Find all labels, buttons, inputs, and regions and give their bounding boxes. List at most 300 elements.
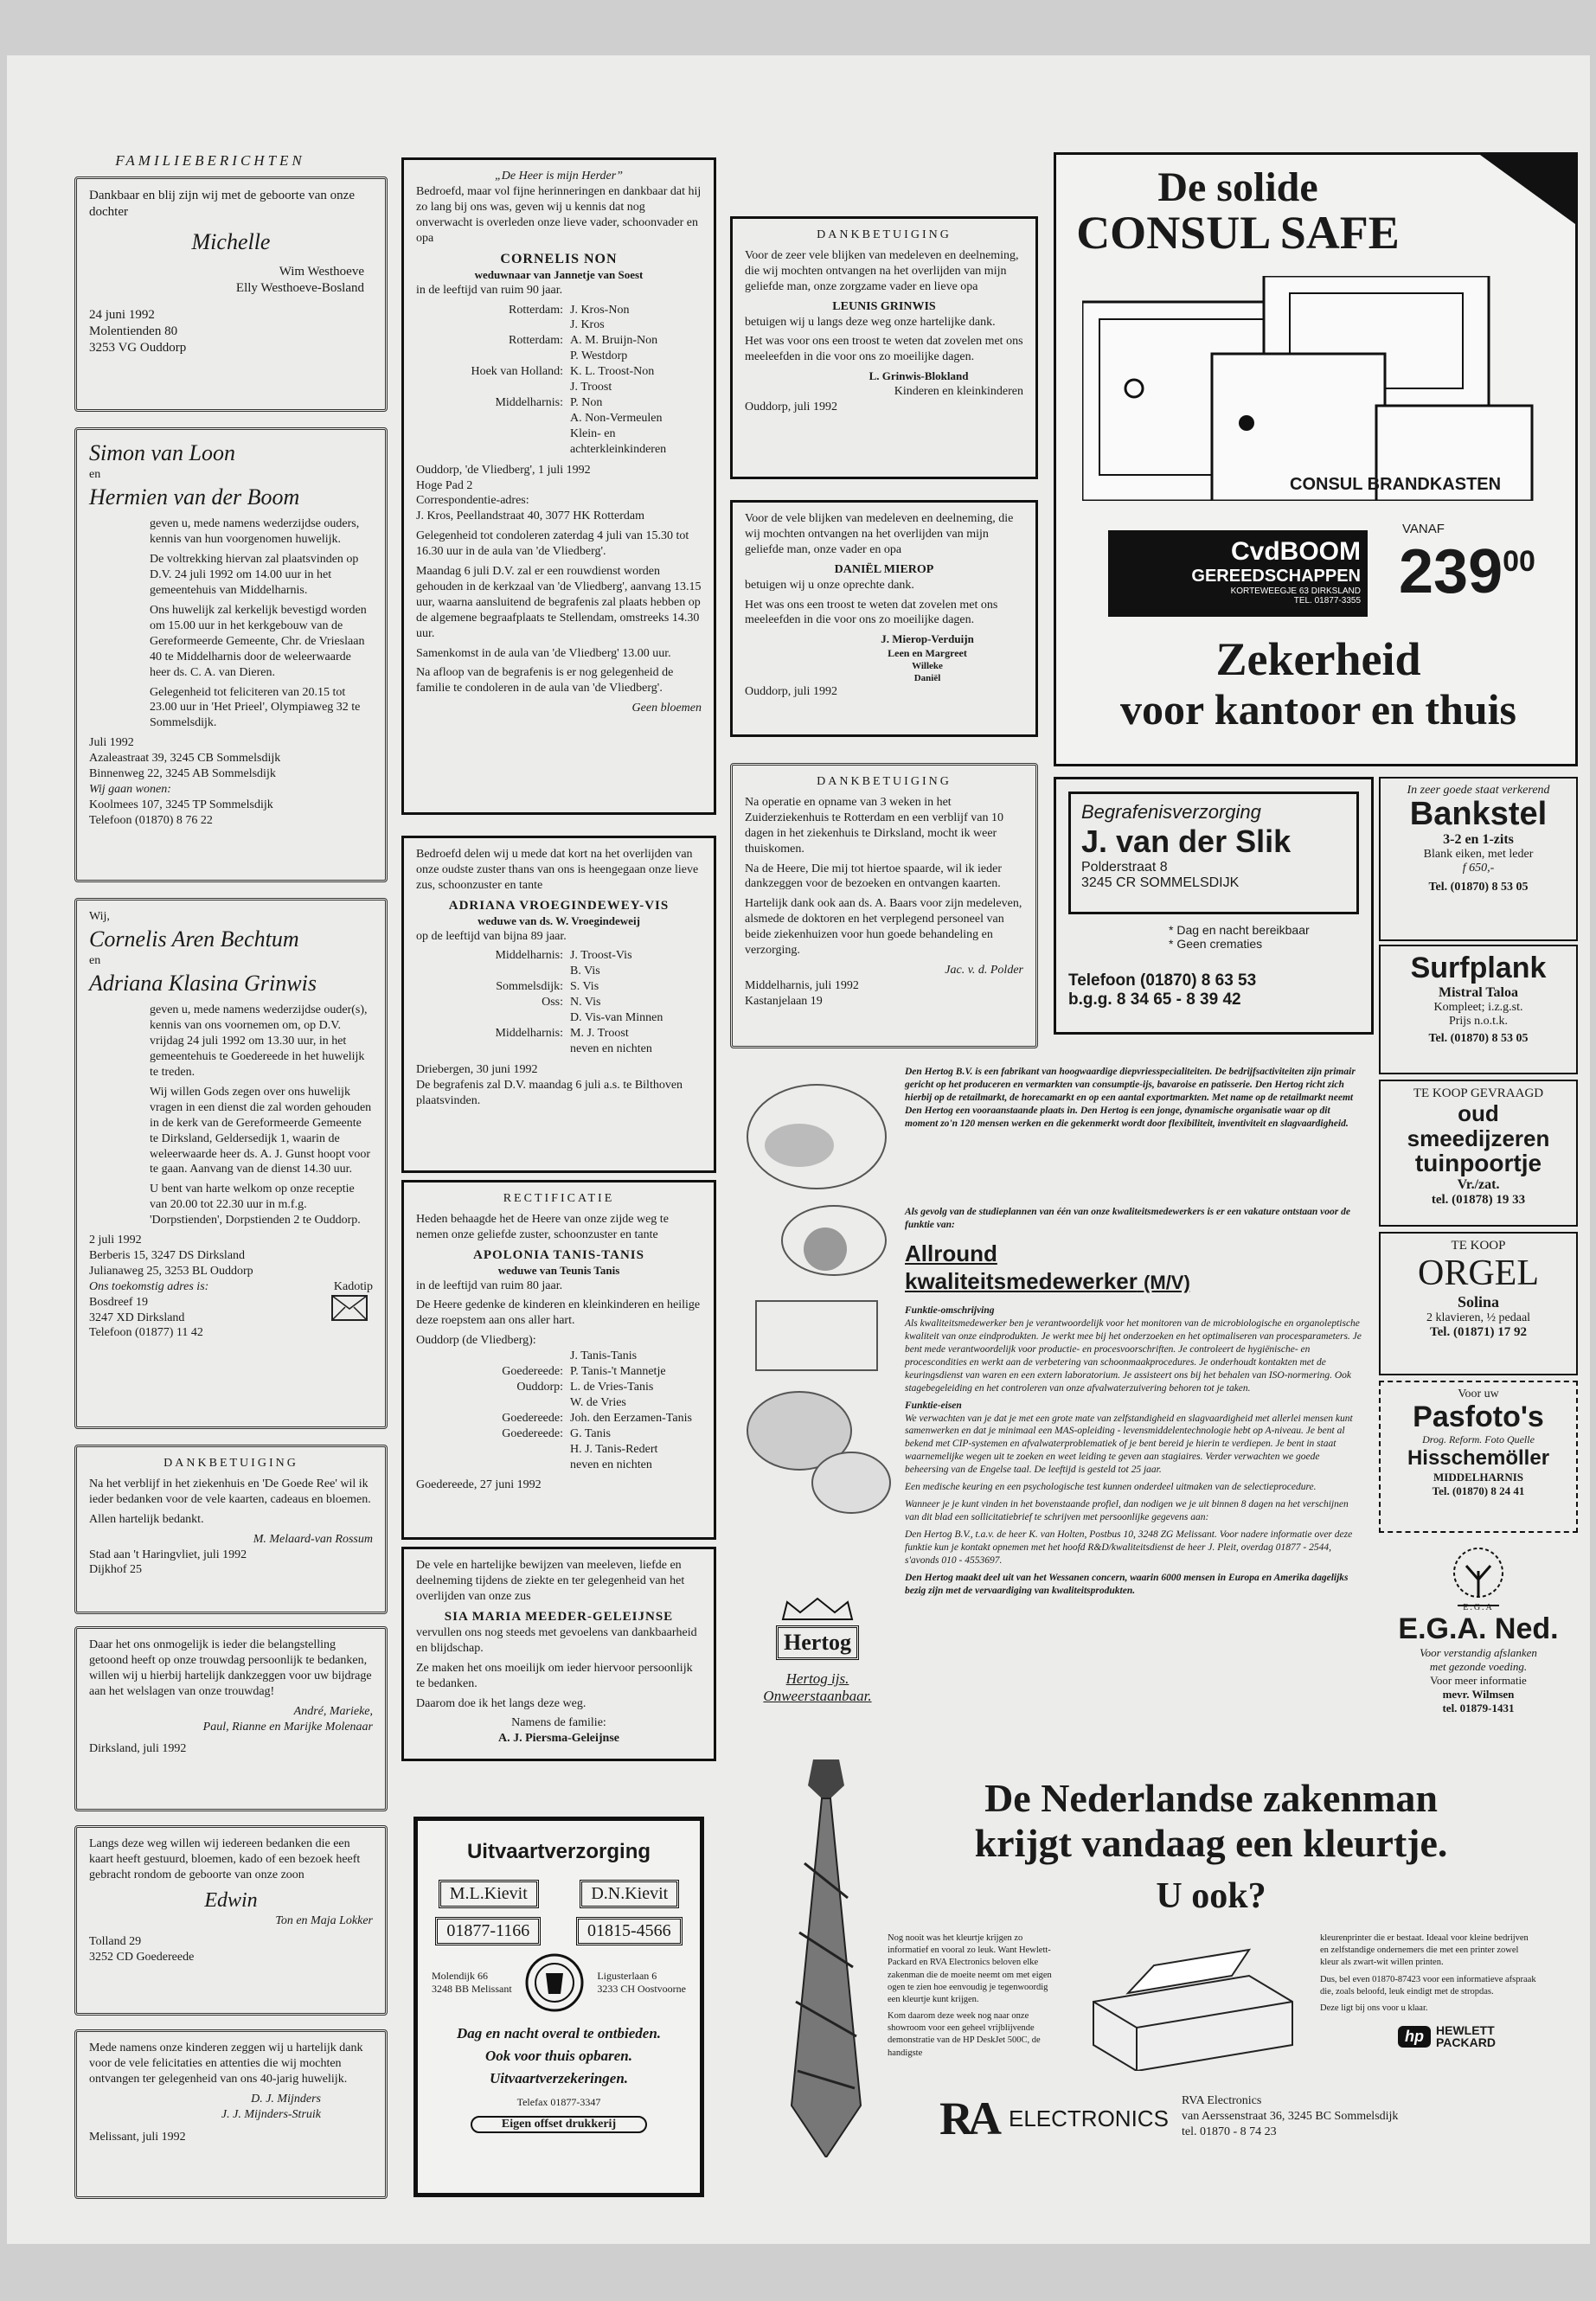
surf-sub: Mistral Taloa xyxy=(1438,985,1518,1000)
future-label: Wij gaan wonen: xyxy=(89,782,171,796)
family-place: Middelharnis: xyxy=(495,1026,563,1040)
thanks-sign-4: Daniël xyxy=(913,673,941,684)
bankstel-price: f 650,- xyxy=(1462,861,1495,875)
thanks-polder xyxy=(730,763,1038,1048)
rva-hp-ad xyxy=(735,1759,1540,2164)
thanks-sign-1: L. Grinwis-Blokland xyxy=(869,369,969,383)
envelope-icon xyxy=(331,1295,368,1321)
wedding-notice-bechtum xyxy=(74,898,388,1429)
thanks-place: Dirksland, juli 1992 xyxy=(89,1742,187,1756)
surfplank-ad xyxy=(1379,945,1578,1074)
hp-mark-icon: hp xyxy=(1398,2026,1431,2048)
thanks-text-3: Het was voor ons een troost te weten dat zovelen met ons meeleefden in die voor ons zo moeilijke dagen. xyxy=(745,335,1023,364)
groom-name: Simon van Loon xyxy=(89,440,235,465)
thanks-title: DANKBETUIGING xyxy=(817,228,952,241)
child-name: Edwin xyxy=(204,1888,258,1912)
obit-para-3: Samenkomst in de aula van 'de Vliedberg' 13.00 uur. xyxy=(416,646,671,660)
cvdboom-logo xyxy=(1108,530,1368,617)
family-row xyxy=(416,317,702,333)
orgel-ad xyxy=(1379,1232,1578,1375)
family-member: P. Tanis-'t Mannetje xyxy=(570,1365,666,1379)
den-hertog-job-ad xyxy=(735,1059,1372,1751)
hertog-p3: Een medische keuring en een psychologische test kunnen onderdeel uitmaken van de selectieprocedure. xyxy=(905,1482,1317,1493)
surf-desc: Kompleet; i.z.g.st. xyxy=(1433,1001,1523,1014)
thanks-text: Langs deze weg willen wij iedereen bedanken die een kaart heeft gestuurd, bloemen, kado of een bezoek heeft gebracht rondom de geboorte van onze zoon xyxy=(89,1837,361,1881)
family-member: A. Non-Vermeulen xyxy=(570,411,663,425)
obit-name: ADRIANA VROEGINDEWEY-VIS xyxy=(448,898,670,913)
hp-name-2: PACKARD xyxy=(1436,2035,1496,2049)
price-main: 239 xyxy=(1399,537,1503,606)
wedding-addr-2: Binnenweg 22, 3245 AB Sommelsdijk xyxy=(89,767,276,781)
orgel-head: TE KOOP xyxy=(1451,1239,1506,1253)
addr-1a: Molendijk 66 xyxy=(432,1970,488,1982)
family-row xyxy=(416,395,702,411)
family-row xyxy=(416,1395,702,1411)
family-row xyxy=(416,442,702,458)
family-row xyxy=(416,1364,702,1380)
obit-age: in de leeftijd van ruim 90 jaar. xyxy=(416,283,563,297)
rva-tel: tel. 01870 - 8 74 23 xyxy=(1182,2125,1277,2139)
birth-date: 24 juni 1992 xyxy=(89,308,155,323)
addr-2b: 3233 CH Oostvoorne xyxy=(597,1983,686,1995)
family-row xyxy=(416,1442,702,1458)
tuinpoort-title-2: tuinpoortje xyxy=(1414,1150,1542,1177)
bride-name: Adriana Klasina Grinwis xyxy=(89,971,317,997)
obit-quote: „De Heer is mijn Herder” xyxy=(494,170,624,183)
wedding-para-2: De voltrekking hiervan zal plaatsvinden op D.V. 24 juli 1992 om 14.00 uur in het gemeentehuis van Middelharnis. xyxy=(150,553,359,598)
family-row xyxy=(416,1458,702,1473)
family-row xyxy=(416,1010,702,1026)
thanks-text-2: betuigen wij u langs deze weg onze hartelijke dank. xyxy=(745,315,996,329)
uitvaart-kievit-ad xyxy=(413,1817,704,2197)
family-member: A. M. Bruijn-Non xyxy=(570,334,658,348)
pasfoto-title: Pasfoto's xyxy=(1413,1400,1544,1433)
ega-tel: tel. 01879-1431 xyxy=(1442,1702,1515,1715)
family-row xyxy=(416,1411,702,1426)
birth-addr-2: 3253 VG Ouddorp xyxy=(89,341,187,356)
tel-2: 01815-4566 xyxy=(576,1917,683,1945)
family-member: achterkleinkinderen xyxy=(570,442,667,456)
family-row xyxy=(416,1349,702,1364)
tagline-2: voor kantoor en thuis xyxy=(1120,685,1516,734)
obit-no-flowers: Geen bloemen xyxy=(631,702,702,715)
family-row xyxy=(416,411,702,426)
kadotip-label: Kadotip xyxy=(333,1279,373,1293)
hertog-sign-1: Hertog ijs. xyxy=(785,1670,849,1687)
wedding-addr-1: Azaleastraat 39, 3245 CB Sommelsdijk xyxy=(89,752,281,766)
thanks-mierop xyxy=(730,500,1038,737)
rva-p1: Nog nooit was het kleurtje krijgen zo informatief en vooral zo leuk. Want Hewlett-Packard en RVA Electronics beloven elke zakenman die de moeite neemt om met eigen ogen te zien hoe eenvoudig je tegenwoordig een kleurtje kunt krijgen. xyxy=(888,1933,1052,2004)
logo-line-4: TEL. 01877-3355 xyxy=(1293,596,1361,606)
thanks-addr-1: Tolland 29 xyxy=(89,1935,142,1949)
hertog-sign-2: Onweerstaanbaar. xyxy=(763,1688,872,1704)
logo-line-2: GEREEDSCHAPPEN xyxy=(1191,567,1361,586)
rect-title: RECTIFICATIE xyxy=(503,1192,615,1205)
family-member: neven en nichten xyxy=(570,1458,652,1471)
ega-title: E.G.A. Ned. xyxy=(1398,1612,1559,1645)
thanks-fam: A. J. Piersma-Geleijnse xyxy=(498,1732,619,1746)
bankstel-tel: Tel. (01870) 8 53 05 xyxy=(1428,880,1529,894)
bankstel-pre: In zeer goede staat verkerend xyxy=(1407,784,1550,797)
slik-phone-alt: b.g.g. 8 34 65 - 8 39 42 xyxy=(1068,990,1241,1009)
family-row xyxy=(416,349,702,364)
tuinpoort-ad xyxy=(1379,1080,1578,1227)
slik-name: J. van der Slik xyxy=(1081,824,1292,859)
future-addr-1: Bosdreef 19 xyxy=(89,1295,149,1309)
ad-title: Uitvaartverzorging xyxy=(466,1840,651,1863)
section-title: FAMILIEBERICHTEN xyxy=(115,152,305,169)
thanks-addr-2: Dijkhof 25 xyxy=(89,1563,143,1577)
slik-addr-1: Polderstraat 8 xyxy=(1081,860,1168,875)
birth-addr-1: Molentienden 80 xyxy=(89,324,178,339)
obituary-vroegindewey xyxy=(401,836,716,1173)
wedding-para-3: Ons huwelijk zal kerkelijk bevestigd worden om 15.00 uur in het kerkgebouw van de Gereformeerde Gemeente, Chr. de Vrieslaan 40 te Middelharnis door de weleerwaarde heer ds. C. A. van Dieren. xyxy=(150,603,367,679)
tuinpoort-tel: tel. (01878) 19 33 xyxy=(1431,1192,1526,1207)
hertog-p6: Den Hertog maakt deel uit van het Wessanen concern, waarin 6000 mensen in Europa en Amerika dagelijks bezig zijn met de vervaardiging van kwaliteitsprodukten. xyxy=(905,1572,1349,1596)
thanks-sign-2: J. J. Mijnders-Struik xyxy=(221,2107,321,2121)
thanks-mijnders xyxy=(74,2029,388,2199)
thanks-sign-2: Leen en Margreet xyxy=(888,646,967,659)
family-place: Middelharnis: xyxy=(495,949,563,963)
slik-bullet-1: * Dag en nacht bereikbaar xyxy=(1169,923,1310,937)
obit-para-1: Gelegenheid tot condoleren zaterdag 4 juli van 15.30 tot 16.30 uur in de aula van 'de Vliedberg'. xyxy=(416,529,689,559)
necktie-illustration xyxy=(787,1759,865,2157)
thanks-text: Na operatie en opname van 3 weken in het Zuiderziekenhuis te Rotterdam en een verblijf van 10 dagen in het ziekenhuis te Dirksland, mocht ik weer thuiskomen. xyxy=(745,795,1003,856)
family-row xyxy=(416,380,702,395)
parent-1: Wim Westhoeve xyxy=(279,264,364,279)
hertog-h2: Funktie-eisen xyxy=(905,1400,962,1411)
thanks-lokker xyxy=(74,1825,388,2016)
hp-name-1: HEWLETT xyxy=(1436,2023,1495,2037)
van-der-slik-ad xyxy=(1054,777,1374,1035)
printer-illustration xyxy=(1076,1941,1301,2071)
rect-widow: weduwe van Teunis Tanis xyxy=(497,1263,620,1277)
hertog-logo-block xyxy=(744,1595,891,1705)
consul-safe-ad xyxy=(1054,152,1578,766)
thanks-title: DANKBETUIGING xyxy=(817,775,952,788)
fax: Telefax 01877-3347 xyxy=(516,2096,601,2108)
birth-notice-michelle xyxy=(74,176,388,412)
rva-p2: Kom daarom deze week nog naar onze showroom voor een geheel vrijblijvende demonstratie van de HP DeskJet 500C, de handigste xyxy=(888,2011,1041,2058)
job-title-3: (M/V) xyxy=(1144,1272,1190,1293)
rect-age: in de leeftijd van ruim 80 jaar. xyxy=(416,1279,563,1292)
obit-widower: weduwnaar van Jannetje van Soest xyxy=(474,268,644,281)
thanks-text-3: Ze maken het ons moeilijk om ieder hiervoor persoonlijk te bedanken. xyxy=(416,1661,693,1690)
ega-more: Voor meer informatie xyxy=(1430,1674,1527,1687)
obit-age: op de leeftijd van bijna 89 jaar. xyxy=(416,929,567,943)
birth-parents xyxy=(89,264,373,297)
family-row xyxy=(416,948,702,964)
wedding-addr-2: Julianaweg 25, 3253 BL Ouddorp xyxy=(89,1264,253,1278)
pasfoto-tel: Tel. (01870) 8 24 41 xyxy=(1432,1484,1525,1498)
family-row xyxy=(416,1026,702,1042)
thanks-sign-1: J. Mierop-Verduijn xyxy=(881,632,974,646)
family-member: Klein- en xyxy=(570,426,616,440)
and-word: en xyxy=(89,468,101,482)
thanks-text-4: Daarom doe ik het langs deze weg. xyxy=(416,1696,586,1710)
family-row xyxy=(416,995,702,1010)
thanks-text: Voor de vele blijken van medeleven en deelneming, die wij mochten ontvangen na het overlijden van mijn geliefde man, onze vader en opa xyxy=(745,512,1014,556)
obit-widow: weduwe van ds. W. Vroegindeweij xyxy=(478,913,640,927)
thanks-place: Ouddorp, juli 1992 xyxy=(745,400,837,413)
bankstel-ad xyxy=(1379,777,1578,941)
thanks-meeder xyxy=(401,1547,716,1761)
thanks-sign-3: Willeke xyxy=(912,661,943,672)
future-addr-2: 3247 XD Dirksland xyxy=(89,1311,185,1324)
family-member: P. Westdorp xyxy=(570,349,628,363)
wedding-phone: Telefoon (01877) 11 42 xyxy=(89,1326,203,1340)
rect-place-0: Ouddorp (de Vliedberg): xyxy=(416,1334,536,1348)
thanks-text-2: Na de Heere, Die mij tot hiertoe spaarde, wil ik ieder dankzeggen voor de bezoeken en ontvangen kaarten. xyxy=(745,862,1002,891)
rect-family-list xyxy=(416,1349,702,1472)
obit-addr: Hoge Pad 2 xyxy=(416,478,473,492)
thanks-text: Mede namens onze kinderen zeggen wij u hartelijk dank voor de vele felicitaties en attenties die wij mochten ontvangen ter gelegenheid van ons 40-jarig huwelijk. xyxy=(89,2041,363,2086)
thanks-title: DANKBETUIGING xyxy=(163,1457,298,1470)
family-member: Joh. den Eerzamen-Tanis xyxy=(570,1411,692,1425)
rect-name: APOLONIA TANIS-TANIS xyxy=(473,1247,644,1262)
bankstel-title: Bankstel xyxy=(1409,796,1548,832)
ega-sub-1: Voor verstandig afslanken xyxy=(1420,1646,1537,1659)
family-member: M. J. Troost xyxy=(570,1026,629,1040)
ega-logo-text: E.G.A xyxy=(1463,1603,1494,1612)
bride-name: Hermien van der Boom xyxy=(89,484,300,510)
rva-logo xyxy=(939,2092,1169,2145)
thanks-parents: Ton en Maja Lokker xyxy=(275,1914,373,1928)
slik-addr-2: 3245 CR SOMMELSDIJK xyxy=(1081,875,1240,890)
orgel-sub: Solina xyxy=(1457,1293,1500,1311)
thanks-text: De vele en hartelijke bewijzen van meeleven, liefde en deelneming tijdens de ziekte en ter gelegenheid van het overlijden van onze zus xyxy=(416,1559,685,1603)
hertog-p1: Als kwaliteitsmedewerker ben je verantwoordelijk voor het monitoren van de microbiologische en organoleptische kwaliteit van onze eindprodukten. Je werkt mee bij het onderzoeken en het optimaliseren van procesparameters. Je bent mede verantwoordelijk voor productie- en procesvoorschriften. Je controleert de hygiënische- en procescondities en werkt aan de verbetering van schoonmaakprocedures. Je onderhoudt kontakten met de keuringsdienst van waren en een extern laboratorium. Je assisteert ons bij het behalen van ISO-normering. Ook stagebegeleiding en het controleren van onze afvalwaterzuivering behoren tot je taken. xyxy=(905,1317,1362,1394)
rect-text-2: De Heere gedenke de kinderen en kleinkinderen en heilige deze roepstem aan ons aller hart. xyxy=(416,1298,701,1328)
tel-1: 01877-1166 xyxy=(435,1917,541,1945)
tagline-1: Zekerheid xyxy=(1215,633,1421,685)
hertog-logo: Hertog xyxy=(776,1625,859,1660)
family-row xyxy=(416,1380,702,1395)
newspaper-page xyxy=(7,55,1590,2244)
crown-icon xyxy=(774,1595,861,1621)
family-place: Rotterdam: xyxy=(509,334,563,348)
birth-text: Dankbaar en blij zijn wij met de geboorte van onze dochter xyxy=(89,189,355,220)
wedding-date: 2 juli 1992 xyxy=(89,1234,142,1247)
hertog-intro: Den Hertog B.V. is een fabrikant van hoogwaardige diepvriesspecialiteiten. De bedrijfsactiviteiten zijn primair gericht op het produceren en vermarkten van consumptie-ijs, bavaroise en patisserie. Den Hertog richt zich hierbij op de retailmarkt, de horecamarkt en op een aantal exportmarkten. Met name op de retailmarkt neemt Den Hertog een vooraanstaande plaats in. Den Hertog is een jonge, dynamische organisatie waar op dit moment zo'n 120 mensen werken en die gekenmerkt wordt door flexibiliteit, inventiviteit en slagvaardigheid. xyxy=(905,1067,1356,1129)
orgel-tel: Tel. (01871) 17 92 xyxy=(1430,1325,1527,1340)
pasfoto-ad xyxy=(1379,1381,1578,1533)
thanks-addr-2: 3252 CD Goedereede xyxy=(89,1951,195,1965)
ega-sub-2: met gezonde voeding. xyxy=(1429,1660,1528,1673)
thanks-addr: Kastanjelaan 19 xyxy=(745,994,823,1008)
price xyxy=(1399,537,1535,606)
family-row xyxy=(416,979,702,995)
logo-line-1: CvdBOOM xyxy=(1231,537,1361,566)
slogan-2: Ook voor thuis opbaren. xyxy=(484,2048,633,2064)
family-member: J. Tanis-Tanis xyxy=(570,1349,638,1363)
pasfoto-town: MIDDELHARNIS xyxy=(1433,1471,1523,1484)
family-member: N. Vis xyxy=(570,996,601,1009)
rectification-tanis xyxy=(401,1180,716,1540)
tuinpoort-sub: Vr./zat. xyxy=(1457,1176,1500,1192)
safe-illustration xyxy=(1082,276,1549,501)
family-place: Goedereede: xyxy=(502,1365,563,1379)
rva-p4: Dus, bel even 01870-87423 voor een informatieve afspraak die, zoals beloofd, leuk eindigt met de stropdas. xyxy=(1320,1974,1536,1997)
hertog-p4: Wanneer je je kunt vinden in het bovenstaande profiel, dan nodigen we je uit binnen 8 dagen na het verschijnen van dit blad een sollicitatiebrief te schrijven met persoonlijke gegevens aan: xyxy=(905,1499,1349,1523)
family-member: W. de Vries xyxy=(570,1395,626,1409)
family-row xyxy=(416,364,702,380)
slogan-1: Dag en nacht overal te ontbieden. xyxy=(456,2025,662,2041)
intro-word: Wij, xyxy=(89,910,110,923)
wedding-para-2: Wij willen Gods zegen over ons huwelijk vragen in een dienst die zal worden gehouden in de kerk van de Gereformeerde Gemeente te Dirksland, Geldersedijk 1, waarin de weleerwaarde heer ds. A. J. Gunst hoopt voor te gaan. Aanvang van de dienst 14.30 uur. xyxy=(150,1085,372,1176)
consul-title-2: CONSUL SAFE xyxy=(1076,207,1400,259)
obit-burial: De begrafenis zal D.V. maandag 6 juli a.s. te Bilthoven plaatsvinden. xyxy=(416,1078,683,1107)
family-place: Goedereede: xyxy=(502,1426,563,1440)
family-place: Sommelsdijk: xyxy=(496,980,563,994)
thanks-text: Voor de zeer vele blijken van medeleven en deelneming, die wij mochten ontvangen na het overlijden van mijn geliefde man, onze zorgzame vader en lieve opa xyxy=(745,248,1019,293)
parent-2: Elly Westhoeve-Bosland xyxy=(235,280,364,295)
family-place: Ouddorp: xyxy=(516,1380,563,1394)
and-word: en xyxy=(89,954,101,968)
family-row xyxy=(416,1042,702,1057)
family-place: Rotterdam: xyxy=(509,303,563,317)
wedding-phone: Telefoon (01870) 8 76 22 xyxy=(89,813,213,827)
hertog-p2: We verwachten van je dat je met een grote mate van zelfstandigheid en slagvaardigheid met allerlei mensen kunt samenwerken en dat je minimaal een MAS-opleiding - levensmiddelentechnologie hebt op A-niveau. Je bent al bekend met CIP-systemen en afvalwaterproblematiek of je bent bereid je hierin te verdiepen. Je bent in staat waarnemelijke wegen uit te zoeken en weet leiding te geven aan stagiaires. Verder verwachten we goede beheersing van de Engelse taal. De leeftijd is gesteld tot 25 jaar. xyxy=(905,1413,1353,1476)
family-member: B. Vis xyxy=(570,965,600,978)
wedding-para-4: Gelegenheid tot feliciteren van 20.15 tot 23.00 uur in 'Het Prieel', Olympiaweg 32 te Sommelsdijk. xyxy=(150,685,361,730)
wedding-notice-van-loon xyxy=(74,427,388,882)
corner-triangle-icon xyxy=(1480,155,1575,224)
thanks-text: Na het verblijf in het ziekenhuis en 'De Goede Ree' wil ik ieder bedanken voor de vele kaarten, cadeaus en bloemen. xyxy=(89,1477,371,1506)
obit-corr-label: Correspondentie-adres: xyxy=(416,494,529,508)
rva-text-right xyxy=(1320,1932,1536,2019)
obit-para-2: Maandag 6 juli D.V. zal er een rouwdienst worden gehouden in de kerkzaal van 'de Vliedberg', aanvang 13.15 uur, waarna aansluitend de begrafenis zal plaats hebben op de algemene begraafplaats te Stellendam, omstreeks 14.30 uur. xyxy=(416,565,702,640)
ega-ad xyxy=(1379,1541,1578,1715)
obit-family-list xyxy=(416,303,702,458)
tuinpoort-head: TE KOOP GEVRAAGD xyxy=(1413,1086,1544,1100)
family-place: Goedereede: xyxy=(502,1411,563,1425)
future-addr: Koolmees 107, 3245 TP Sommelsdijk xyxy=(89,798,273,811)
wedding-para-1: geven u, mede namens wederzijdse ouders, kennis van hun voorgenomen huwelijk. xyxy=(150,517,360,547)
family-member: J. Kros xyxy=(570,318,605,332)
thanks-text-2: betuigen wij u onze oprechte dank. xyxy=(745,578,914,592)
obit-place: Ouddorp, 'de Vliedberg', 1 juli 1992 xyxy=(416,463,591,477)
price-cents: 00 xyxy=(1503,545,1535,578)
family-place: Oss: xyxy=(542,996,563,1009)
thanks-sign-2: Paul, Rianne en Marijke Molenaar xyxy=(202,1720,373,1734)
birth-name: Michelle xyxy=(191,229,271,255)
thanks-text-3: Het was ons een troost te weten dat zovelen met ons meeleefden in die voor ons zo moeilijke dagen. xyxy=(745,598,998,627)
obit-family-list xyxy=(416,948,702,1056)
thanks-sign-1: André, Marieke, xyxy=(293,1704,373,1718)
surf-title: Surfplank xyxy=(1410,952,1547,984)
wedding-para-3: U bent van harte welkom op onze receptie van 20.00 tot 22.30 uur in m.f.g. 'Dorpstienden', Dorpstienden 2 te Ouddorp. xyxy=(150,1183,361,1227)
obit-place: Driebergen, 30 juni 1992 xyxy=(416,1062,538,1076)
wedding-para-1: geven u, mede namens wederzijdse ouder(s), kennis van ons voornemen om, op D.V. vrijdag 24 juli 1992 om 13.30 uur, in het gemeentehuis te Goedereede in het huwelijk te treden. xyxy=(150,1003,368,1079)
thanks-sign-2: Kinderen en kleinkinderen xyxy=(894,384,1023,398)
bankstel-sub: 3-2 en 1-zits xyxy=(1443,831,1514,847)
surf-price: Prijs n.o.t.k. xyxy=(1448,1015,1509,1028)
family-member: G. Tanis xyxy=(570,1426,611,1440)
family-member: J. Troost xyxy=(570,381,612,394)
family-member: neven en nichten xyxy=(570,1042,652,1055)
rva-text-left xyxy=(888,1932,1061,2064)
hertog-intro-2: Als gevolg van de studieplannen van één van onze kwaliteitsmedewerkers is er een vakature ontstaan voor de funktie van: xyxy=(905,1207,1350,1230)
orgel-desc: 2 klavieren, ½ pedaal xyxy=(1426,1311,1531,1325)
rva-title-1: De Nederlandse zakenman xyxy=(984,1776,1438,1820)
thanks-text-2: vervullen ons nog steeds met gevoelens van dankbaarheid en blijdschap. xyxy=(416,1625,697,1655)
rva-title-2: krijgt vandaag een kleurtje. xyxy=(974,1821,1448,1865)
name-2: D.N.Kievit xyxy=(580,1880,679,1908)
slik-bullet-2: * Geen crematies xyxy=(1169,937,1263,951)
family-row xyxy=(416,964,702,979)
hertog-p5: Den Hertog B.V., t.a.v. de heer K. van Holten, Postbus 10, 3248 ZG Melissant. Voor nadere informatie over deze funktie kun je kontakt opnemen met het hoofd R&D/kwaliteitsdienst de heer J. Pleit, overdag 01877 - 2544, s'avonds 010 - 4553697. xyxy=(905,1529,1353,1566)
job-title-line xyxy=(905,1268,1190,1295)
rect-text: Heden behaagde het de Heere van onze zijde weg te nemen onze geliefde zuster, schoonzuster en tante xyxy=(416,1212,669,1241)
obituary-cornelis-non xyxy=(401,157,716,815)
rva-mark-icon: RA xyxy=(939,2093,997,2144)
thanks-text-3: Hartelijk dank ook aan ds. A. Baars voor zijn medeleven, alsmede de doktoren en het verplegend personeel van beide ziekenhuizen voor hun goede behandeling en verzorging. xyxy=(745,897,1022,958)
thanks-text: Daar het ons onmogelijk is ieder die belangstelling getoond heeft op onze trouwdag persoonlijk te bedanken, willen wij u hierbij hartelijk dankzeggen voor uw bijdrage aan het welslagen van onze trouwdag! xyxy=(89,1638,372,1698)
wedding-addr-1: Berberis 15, 3247 DS Dirksland xyxy=(89,1248,246,1262)
family-row xyxy=(416,333,702,349)
tuinpoort-title-1: oud smeedijzeren xyxy=(1407,1100,1550,1151)
surf-tel: Tel. (01870) 8 53 05 xyxy=(1428,1032,1529,1045)
dessert-illustration xyxy=(739,1067,894,1552)
obit-text: Bedroefd, maar vol fijne herinneringen en dankbaar dat hij zo lang bij ons was, geven wij u kennis dat nog onverwacht is overleden onze lieve vader, schoonvader en opa xyxy=(416,184,702,245)
thanks-name: DANIËL MIEROP xyxy=(834,562,934,576)
slik-phone: Telefoon (01870) 8 63 53 xyxy=(1068,971,1257,990)
family-member: H. J. Tanis-Redert xyxy=(570,1442,658,1456)
family-member: J. Kros-Non xyxy=(570,303,630,317)
slogan-3: Uitvaartverzekeringen. xyxy=(489,2070,629,2086)
thanks-fam-label: Namens de familie: xyxy=(511,1716,606,1730)
thanks-sign-1: D. J. Mijnders xyxy=(251,2092,321,2106)
groom-name: Cornelis Aren Bechtum xyxy=(89,926,299,952)
pasfoto-sub: Drog. Reform. Foto Quelle xyxy=(1422,1433,1535,1446)
thanks-sign: M. Melaard-van Rossum xyxy=(253,1532,373,1546)
ega-contact: mevr. Wilmsen xyxy=(1442,1688,1515,1701)
wedding-date: Juli 1992 xyxy=(89,736,134,750)
thanks-place: Melissant, juli 1992 xyxy=(89,2130,186,2144)
thanks-name: SIA MARIA MEEDER-GELEIJNSE xyxy=(444,1609,674,1624)
obit-para-4: Na afloop van de begrafenis is er nog gelegenheid de familie te condoleren in de aula van 'de Vliedberg'. xyxy=(416,666,674,695)
family-member: P. Non xyxy=(570,395,603,409)
thanks-text-2: Allen hartelijk bedankt. xyxy=(89,1512,204,1526)
family-member: K. L. Troost-Non xyxy=(570,365,655,379)
rva-addr: van Aerssenstraat 36, 3245 BC Sommelsdijk xyxy=(1182,2110,1399,2124)
addr-1b: 3248 BB Melissant xyxy=(432,1983,512,1995)
hertog-body xyxy=(905,1304,1363,1602)
family-place: Hoek van Holland: xyxy=(471,365,563,379)
rva-p5: Deze ligt bij ons voor u klaar. xyxy=(1320,2003,1428,2013)
rect-place: Goedereede, 27 juni 1992 xyxy=(416,1478,542,1492)
thanks-place: Middelharnis, juli 1992 xyxy=(745,978,859,992)
future-label: Ons toekomstig adres is: xyxy=(89,1279,209,1293)
job-title-1: Allround xyxy=(905,1240,997,1266)
rva-question: U ook? xyxy=(1156,1876,1266,1916)
thanks-melaard xyxy=(74,1445,388,1614)
print-label: Eigen offset drukkerij xyxy=(471,2116,647,2133)
name-1: M.L.Kievit xyxy=(439,1880,539,1908)
family-row xyxy=(416,1426,702,1442)
thanks-molenaar xyxy=(74,1626,388,1811)
thanks-addr-1: Stad aan 't Haringvliet, juli 1992 xyxy=(89,1548,247,1561)
hertog-h1: Funktie-omschrijving xyxy=(905,1305,995,1316)
family-member: L. de Vries-Tanis xyxy=(570,1380,654,1394)
thanks-place: Ouddorp, juli 1992 xyxy=(745,685,837,699)
consul-brand: CONSUL BRANDKASTEN xyxy=(1290,475,1502,494)
family-row xyxy=(416,303,702,318)
obit-corr: J. Kros, Peellandstraat 40, 3077 HK Rotterdam xyxy=(416,510,645,523)
slik-title: Begrafenisverzorging xyxy=(1081,801,1261,823)
rva-contact xyxy=(1182,2093,1398,2141)
